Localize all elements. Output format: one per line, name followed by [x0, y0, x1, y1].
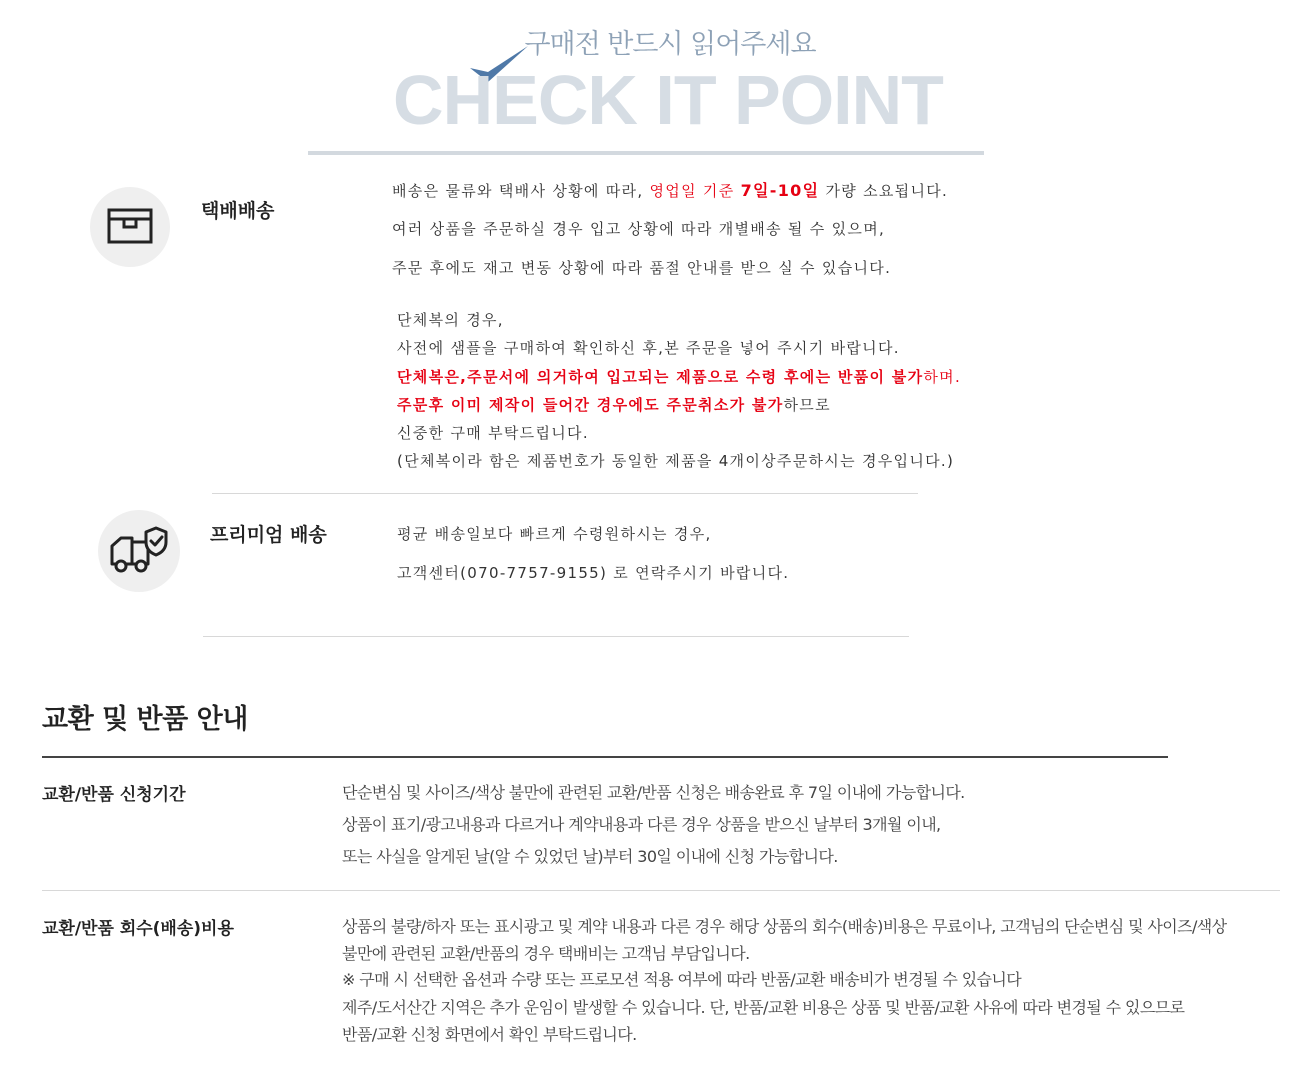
header-divider — [308, 151, 984, 155]
courier-line-2: 여러 상품을 주문하실 경우 입고 상황에 따라 개별배송 될 수 있으며, — [392, 220, 886, 238]
section-divider — [212, 493, 918, 494]
courier-line-3: 주문 후에도 재고 변동 상황에 따라 품절 안내를 받으 실 수 있습니다. — [392, 259, 892, 277]
courier-line-1 — [392, 178, 948, 201]
courier-icon-circle — [90, 187, 170, 267]
exchange-section-title: 교환 및 반품 안내 — [42, 704, 248, 735]
exchange-cost-line: 제주/도서산간 지역은 추가 운임이 발생할 수 있습니다. 단, 반품/교환 비용은 상품 및 반품/교환 사유에 따라 변경될 수 있으므로 — [342, 998, 1185, 1017]
business-days-label: 영업일 기준 — [649, 182, 735, 200]
exchange-period-label: 교환/반품 신청기간 — [42, 785, 186, 805]
exchange-cost-line: 상품의 불량/하자 또는 표시광고 및 계약 내용과 다른 경우 해당 상품의 회수(배송)비용은 무료이나, 고객님의 단순변심 및 사이즈/색상 — [342, 917, 1227, 936]
courier-title: 택배배송 — [201, 200, 275, 222]
group-line-5: 신중한 구매 부탁드립니다. — [397, 424, 589, 442]
exchange-period-line: 또는 사실을 알게된 날(알 수 있었던 날)부터 30일 이내에 신청 가능합니다. — [342, 847, 838, 866]
section-divider — [203, 636, 909, 637]
exchange-cost-line: ※ 구매 시 선택한 옵션과 수량 또는 프로모션 적용 여부에 따라 반품/교환 배송비가 변경될 수 있습니다 — [342, 970, 1022, 989]
delivery-truck-shield-icon — [108, 524, 170, 578]
group-line-3 — [397, 366, 961, 387]
group-no-cancel-notice: 주문후 이미 제작이 들어간 경우에도 주문취소가 불가 — [397, 396, 784, 414]
group-line-2: 사전에 샘플을 구매하여 확인하신 후,본 주문을 넣어 주시기 바랍니다. — [397, 339, 900, 357]
group-line-4-tail: 하므로 — [783, 396, 831, 414]
exchange-period-line: 단순변심 및 사이즈/색상 불만에 관련된 교환/반품 신청은 배송완료 후 7일 이내에 가능합니다. — [342, 783, 965, 802]
courier-line-1-tail: 가량 소요됩니다. — [825, 182, 949, 200]
exchange-period-line: 상품이 표기/광고내용과 다르거나 계약내용과 다른 경우 상품을 받으신 날부터 3개월 이내, — [342, 815, 941, 834]
group-line-6: (단체복이라 함은 제품번호가 동일한 제품을 4개이상주문하시는 경우입니다.) — [397, 452, 955, 470]
group-no-return-notice: 단체복은,주문서에 의거하여 입고되는 제품으로 수령 후에는 반품이 불가 — [397, 368, 924, 386]
header-subtitle: 구매전 반드시 읽어주세요 — [524, 29, 816, 60]
premium-icon-circle — [98, 510, 180, 592]
exchange-cost-line: 반품/교환 신청 화면에서 확인 부탁드립니다. — [342, 1025, 637, 1044]
exchange-cost-line: 불만에 관련된 교환/반품의 경우 택배비는 고객님 부담입니다. — [342, 944, 750, 963]
premium-line-1: 평균 배송일보다 빠르게 수령원하시는 경우, — [397, 525, 712, 543]
premium-title: 프리미엄 배송 — [210, 524, 327, 546]
group-line-1: 단체복의 경우, — [397, 311, 504, 329]
exchange-cost-label: 교환/반품 회수(배송)비용 — [42, 919, 234, 939]
box-icon — [106, 207, 154, 247]
courier-line-1-text: 배송은 물류와 택배사 상황에 따라, — [392, 182, 644, 200]
group-line-4 — [397, 394, 831, 415]
exchange-title-rule — [42, 756, 1168, 758]
group-line-3-tail: 하며. — [923, 368, 962, 386]
delivery-days-value: 7일-10일 — [740, 181, 820, 200]
exchange-row-divider — [42, 890, 1280, 891]
header-title: CHECK IT POINT — [393, 61, 943, 139]
premium-line-2: 고객센터(070-7757-9155) 로 연락주시기 바랍니다. — [397, 564, 790, 582]
